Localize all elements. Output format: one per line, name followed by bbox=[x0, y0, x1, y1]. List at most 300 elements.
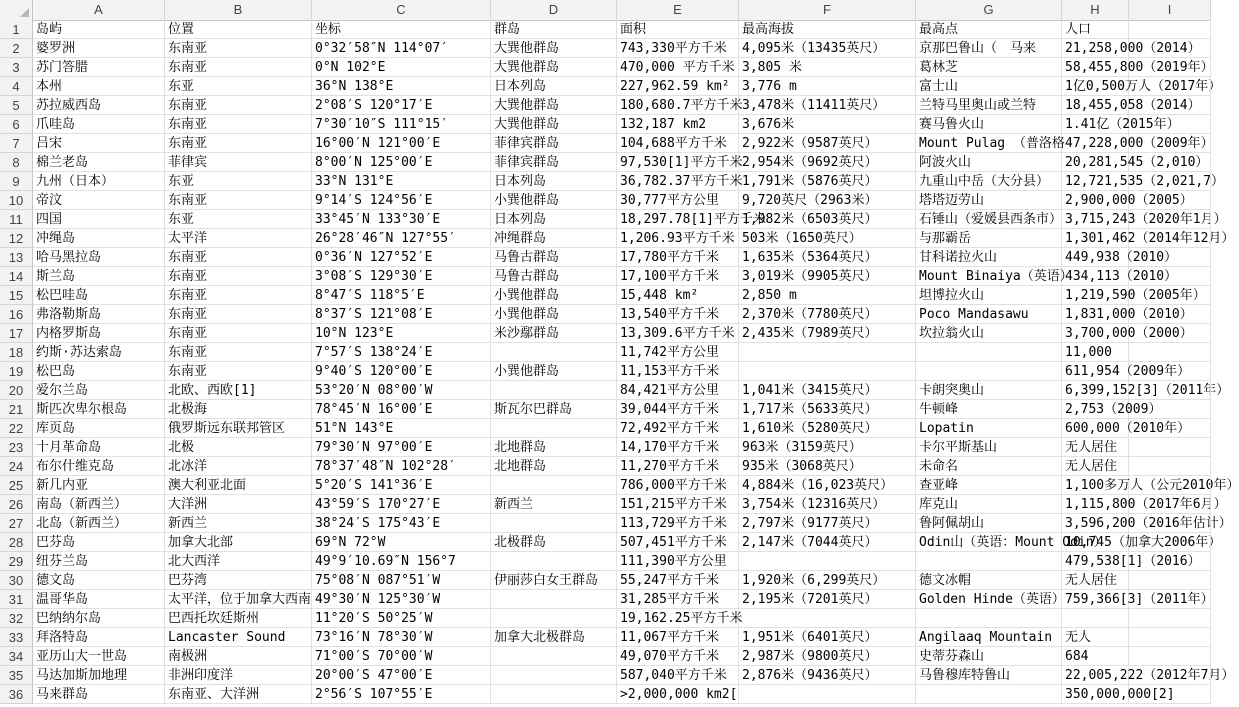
cell-b9[interactable]: 东亚 bbox=[165, 172, 312, 191]
column-header-h[interactable]: H bbox=[1062, 0, 1129, 20]
cell-f12[interactable]: 503米（1650英尺） bbox=[739, 229, 916, 248]
row-header[interactable]: 13 bbox=[0, 248, 33, 267]
cell-a12[interactable]: 冲绳岛 bbox=[33, 229, 165, 248]
cell-h27[interactable]: 3,596,200（2016年估计） bbox=[1062, 514, 1129, 533]
cell-a14[interactable]: 斯兰岛 bbox=[33, 267, 165, 286]
cell-f25[interactable]: 4,884米（16,023英尺） bbox=[739, 476, 916, 495]
cell-i18[interactable] bbox=[1129, 343, 1211, 362]
cell-g23[interactable]: 卡尔平斯基山 bbox=[916, 438, 1062, 457]
cell-d17[interactable]: 米沙鄢群岛 bbox=[491, 324, 617, 343]
cell-g30[interactable]: 德文冰帽 bbox=[916, 571, 1062, 590]
cell-f17[interactable]: 2,435米（7989英尺） bbox=[739, 324, 916, 343]
cell-e29[interactable]: 111,390平方公里 bbox=[617, 552, 739, 571]
cell-i23[interactable] bbox=[1129, 438, 1211, 457]
cell-a7[interactable]: 吕宋 bbox=[33, 134, 165, 153]
cell-c5[interactable]: 2°08′S 120°17′E bbox=[312, 96, 491, 115]
cell-f8[interactable]: 2,954米（9692英尺） bbox=[739, 153, 916, 172]
cell-f5[interactable]: 3,478米（11411英尺） bbox=[739, 96, 916, 115]
cell-e14[interactable]: 17,100平方千米 bbox=[617, 267, 739, 286]
row-header[interactable]: 27 bbox=[0, 514, 33, 533]
cell-c23[interactable]: 79°30′N 97°00′E bbox=[312, 438, 491, 457]
cell-a17[interactable]: 内格罗斯岛 bbox=[33, 324, 165, 343]
cell-h19[interactable]: 611,954（2009年） bbox=[1062, 362, 1129, 381]
row-header[interactable]: 6 bbox=[0, 115, 33, 134]
cell-c35[interactable]: 20°00′S 47°00′E bbox=[312, 666, 491, 685]
cell-b33[interactable]: Lancaster Sound bbox=[165, 628, 312, 647]
cell-b15[interactable]: 东南亚 bbox=[165, 286, 312, 305]
cell-c28[interactable]: 69°N 72°W bbox=[312, 533, 491, 552]
cell-d25[interactable] bbox=[491, 476, 617, 495]
cell-h24[interactable]: 无人居住 bbox=[1062, 457, 1129, 476]
cell-c3[interactable]: 0°N 102°E bbox=[312, 58, 491, 77]
row-header[interactable]: 34 bbox=[0, 647, 33, 666]
row-header[interactable]: 2 bbox=[0, 39, 33, 58]
cell-b27[interactable]: 新西兰 bbox=[165, 514, 312, 533]
cell-f14[interactable]: 3,019米（9905英尺） bbox=[739, 267, 916, 286]
row-header[interactable]: 19 bbox=[0, 362, 33, 381]
cell-d23[interactable]: 北地群岛 bbox=[491, 438, 617, 457]
cell-c6[interactable]: 7°30′10″S 111°15′ bbox=[312, 115, 491, 134]
cell-g8[interactable]: 阿波火山 bbox=[916, 153, 1062, 172]
cell-f36[interactable] bbox=[739, 685, 916, 704]
cell-a31[interactable]: 温哥华岛 bbox=[33, 590, 165, 609]
cell-a19[interactable]: 松巴岛 bbox=[33, 362, 165, 381]
cell-a30[interactable]: 德文岛 bbox=[33, 571, 165, 590]
cell-i1[interactable] bbox=[1129, 20, 1211, 39]
cell-h4[interactable]: 1亿0,500万人（2017年） bbox=[1062, 77, 1129, 96]
cell-d11[interactable]: 日本列岛 bbox=[491, 210, 617, 229]
cell-a22[interactable]: 库页岛 bbox=[33, 419, 165, 438]
cell-d30[interactable]: 伊丽莎白女王群岛 bbox=[491, 571, 617, 590]
cell-a15[interactable]: 松巴哇岛 bbox=[33, 286, 165, 305]
cell-b19[interactable]: 东南亚 bbox=[165, 362, 312, 381]
cell-a25[interactable]: 新几内亚 bbox=[33, 476, 165, 495]
cell-a20[interactable]: 爱尔兰岛 bbox=[33, 381, 165, 400]
row-header[interactable]: 21 bbox=[0, 400, 33, 419]
row-header[interactable]: 24 bbox=[0, 457, 33, 476]
cell-b3[interactable]: 东南亚 bbox=[165, 58, 312, 77]
cell-f6[interactable]: 3,676米 bbox=[739, 115, 916, 134]
cell-f1[interactable]: 最高海拔 bbox=[739, 20, 916, 39]
cell-i28[interactable] bbox=[1129, 533, 1211, 552]
cell-g15[interactable]: 坦博拉火山 bbox=[916, 286, 1062, 305]
cell-d3[interactable]: 大巽他群岛 bbox=[491, 58, 617, 77]
cell-e3[interactable]: 470,000 平方千米 bbox=[617, 58, 739, 77]
row-header[interactable]: 30 bbox=[0, 571, 33, 590]
cell-c34[interactable]: 71°00′S 70°00′W bbox=[312, 647, 491, 666]
cell-h16[interactable]: 1,831,000（2010） bbox=[1062, 305, 1129, 324]
column-header-c[interactable]: C bbox=[312, 0, 491, 20]
cell-h26[interactable]: 1,115,800（2017年6月） bbox=[1062, 495, 1129, 514]
cell-b30[interactable]: 巴芬湾 bbox=[165, 571, 312, 590]
cell-h34[interactable]: 684 bbox=[1062, 647, 1129, 666]
cell-g4[interactable]: 富士山 bbox=[916, 77, 1062, 96]
cell-b7[interactable]: 东南亚 bbox=[165, 134, 312, 153]
cell-e24[interactable]: 11,270平方千米 bbox=[617, 457, 739, 476]
column-header-f[interactable]: F bbox=[739, 0, 916, 20]
cell-f10[interactable]: 9,720英尺（2963米） bbox=[739, 191, 916, 210]
cell-h32[interactable] bbox=[1062, 609, 1129, 628]
cell-i13[interactable] bbox=[1129, 248, 1211, 267]
row-header[interactable]: 17 bbox=[0, 324, 33, 343]
cell-c22[interactable]: 51°N 143°E bbox=[312, 419, 491, 438]
cell-b2[interactable]: 东南亚 bbox=[165, 39, 312, 58]
cell-g1[interactable]: 最高点 bbox=[916, 20, 1062, 39]
cell-i15[interactable] bbox=[1129, 286, 1211, 305]
cell-b5[interactable]: 东南亚 bbox=[165, 96, 312, 115]
cell-f9[interactable]: 1,791米（5876英尺） bbox=[739, 172, 916, 191]
cell-a10[interactable]: 帝汶 bbox=[33, 191, 165, 210]
cell-a35[interactable]: 马达加斯加地理 bbox=[33, 666, 165, 685]
cell-f29[interactable] bbox=[739, 552, 916, 571]
cell-b17[interactable]: 东南亚 bbox=[165, 324, 312, 343]
cell-c32[interactable]: 11°20′S 50°25′W bbox=[312, 609, 491, 628]
cell-h13[interactable]: 449,938（2010） bbox=[1062, 248, 1129, 267]
row-header[interactable]: 9 bbox=[0, 172, 33, 191]
row-header[interactable]: 18 bbox=[0, 343, 33, 362]
cell-e33[interactable]: 11,067平方千米 bbox=[617, 628, 739, 647]
cell-e26[interactable]: 151,215平方千米 bbox=[617, 495, 739, 514]
row-header[interactable]: 15 bbox=[0, 286, 33, 305]
cell-d33[interactable]: 加拿大北极群岛 bbox=[491, 628, 617, 647]
cell-g35[interactable]: 马鲁穆库特鲁山 bbox=[916, 666, 1062, 685]
cell-i34[interactable] bbox=[1129, 647, 1211, 666]
cell-d2[interactable]: 大巽他群岛 bbox=[491, 39, 617, 58]
cell-g13[interactable]: 甘科诺拉火山 bbox=[916, 248, 1062, 267]
cell-d34[interactable] bbox=[491, 647, 617, 666]
cell-i21[interactable] bbox=[1129, 400, 1211, 419]
cell-f19[interactable] bbox=[739, 362, 916, 381]
cell-g12[interactable]: 与那霸岳 bbox=[916, 229, 1062, 248]
cell-b31[interactable]: 太平洋，位于加拿大西南 bbox=[165, 590, 312, 609]
cell-c21[interactable]: 78°45′N 16°00′E bbox=[312, 400, 491, 419]
cell-b20[interactable]: 北欧、西欧[1] bbox=[165, 381, 312, 400]
cell-d14[interactable]: 马鲁古群岛 bbox=[491, 267, 617, 286]
cell-c27[interactable]: 38°24′S 175°43′E bbox=[312, 514, 491, 533]
cell-b12[interactable]: 太平洋 bbox=[165, 229, 312, 248]
cell-g17[interactable]: 坎拉翁火山 bbox=[916, 324, 1062, 343]
row-header[interactable]: 12 bbox=[0, 229, 33, 248]
cell-i8[interactable] bbox=[1129, 153, 1211, 172]
cell-i30[interactable] bbox=[1129, 571, 1211, 590]
cell-f13[interactable]: 1,635米（5364英尺） bbox=[739, 248, 916, 267]
cell-a28[interactable]: 巴芬岛 bbox=[33, 533, 165, 552]
cell-e6[interactable]: 132,187 km2 bbox=[617, 115, 739, 134]
cell-a2[interactable]: 婆罗洲 bbox=[33, 39, 165, 58]
cell-b4[interactable]: 东亚 bbox=[165, 77, 312, 96]
cell-b8[interactable]: 菲律宾 bbox=[165, 153, 312, 172]
cell-c26[interactable]: 43°59′S 170°27′E bbox=[312, 495, 491, 514]
cell-h36[interactable]: 350,000,000[2] bbox=[1062, 685, 1129, 704]
cell-f16[interactable]: 2,370米（7780英尺） bbox=[739, 305, 916, 324]
cell-i35[interactable] bbox=[1129, 666, 1211, 685]
cell-i22[interactable] bbox=[1129, 419, 1211, 438]
cell-a9[interactable]: 九州（日本） bbox=[33, 172, 165, 191]
row-header[interactable]: 11 bbox=[0, 210, 33, 229]
row-header[interactable]: 23 bbox=[0, 438, 33, 457]
cell-i3[interactable] bbox=[1129, 58, 1211, 77]
cell-c18[interactable]: 7°57′S 138°24′E bbox=[312, 343, 491, 362]
row-header[interactable]: 1 bbox=[0, 20, 33, 39]
cell-g6[interactable]: 赛马鲁火山 bbox=[916, 115, 1062, 134]
cell-h6[interactable]: 1.41亿（2015年） bbox=[1062, 115, 1129, 134]
cell-b13[interactable]: 东南亚 bbox=[165, 248, 312, 267]
cell-f18[interactable] bbox=[739, 343, 916, 362]
cell-h11[interactable]: 3,715,243（2020年1月） bbox=[1062, 210, 1129, 229]
cell-f7[interactable]: 2,922米（9587英尺） bbox=[739, 134, 916, 153]
cell-b29[interactable]: 北大西洋 bbox=[165, 552, 312, 571]
cell-d27[interactable] bbox=[491, 514, 617, 533]
row-header[interactable]: 7 bbox=[0, 134, 33, 153]
cell-d19[interactable]: 小巽他群岛 bbox=[491, 362, 617, 381]
cell-g24[interactable]: 未命名 bbox=[916, 457, 1062, 476]
cell-g20[interactable]: 卡朗突奥山 bbox=[916, 381, 1062, 400]
cell-a26[interactable]: 南岛（新西兰） bbox=[33, 495, 165, 514]
cell-a6[interactable]: 爪哇岛 bbox=[33, 115, 165, 134]
row-header[interactable]: 36 bbox=[0, 685, 33, 704]
cell-h14[interactable]: 434,113（2010） bbox=[1062, 267, 1129, 286]
cell-g5[interactable]: 兰特马里奥山或兰特 bbox=[916, 96, 1062, 115]
cell-f22[interactable]: 1,610米（5280英尺） bbox=[739, 419, 916, 438]
cell-h35[interactable]: 22,005,222（2012年7月） bbox=[1062, 666, 1129, 685]
cell-c24[interactable]: 78°37′48″N 102°28′ bbox=[312, 457, 491, 476]
cell-i2[interactable] bbox=[1129, 39, 1211, 58]
row-header[interactable]: 26 bbox=[0, 495, 33, 514]
cell-g2[interactable]: 京那巴鲁山（ 马来 bbox=[916, 39, 1062, 58]
row-header[interactable]: 25 bbox=[0, 476, 33, 495]
cell-e21[interactable]: 39,044平方千米 bbox=[617, 400, 739, 419]
cell-g3[interactable]: 葛林芝 bbox=[916, 58, 1062, 77]
cell-c4[interactable]: 36°N 138°E bbox=[312, 77, 491, 96]
cell-e27[interactable]: 113,729平方千米 bbox=[617, 514, 739, 533]
column-header-g[interactable]: G bbox=[916, 0, 1062, 20]
cell-a5[interactable]: 苏拉威西岛 bbox=[33, 96, 165, 115]
cell-h20[interactable]: 6,399,152[3]（2011年） bbox=[1062, 381, 1129, 400]
row-header[interactable]: 10 bbox=[0, 191, 33, 210]
cell-h21[interactable]: 2,753（2009） bbox=[1062, 400, 1129, 419]
cell-b23[interactable]: 北极 bbox=[165, 438, 312, 457]
cell-i19[interactable] bbox=[1129, 362, 1211, 381]
cell-g14[interactable]: Mount Binaiya（英语） bbox=[916, 267, 1062, 286]
cell-d31[interactable] bbox=[491, 590, 617, 609]
cell-i20[interactable] bbox=[1129, 381, 1211, 400]
cell-a36[interactable]: 马来群岛 bbox=[33, 685, 165, 704]
cell-g31[interactable]: Golden Hinde（英语） bbox=[916, 590, 1062, 609]
cell-f11[interactable]: 1,982米（6503英尺） bbox=[739, 210, 916, 229]
column-header-i[interactable]: I bbox=[1129, 0, 1211, 20]
cell-h10[interactable]: 2,900,000（2005） bbox=[1062, 191, 1129, 210]
cell-c11[interactable]: 33°45′N 133°30′E bbox=[312, 210, 491, 229]
cell-a34[interactable]: 亚历山大一世岛 bbox=[33, 647, 165, 666]
cell-b22[interactable]: 俄罗斯远东联邦管区 bbox=[165, 419, 312, 438]
cell-c36[interactable]: 2°56′S 107°55′E bbox=[312, 685, 491, 704]
cell-g7[interactable]: Mount Pulag （普洛格 bbox=[916, 134, 1062, 153]
cell-e9[interactable]: 36,782.37平方千米 bbox=[617, 172, 739, 191]
select-all-corner[interactable] bbox=[0, 0, 33, 20]
cell-g22[interactable]: Lopatin bbox=[916, 419, 1062, 438]
cell-i25[interactable] bbox=[1129, 476, 1211, 495]
row-header[interactable]: 32 bbox=[0, 609, 33, 628]
cell-b14[interactable]: 东南亚 bbox=[165, 267, 312, 286]
cell-f27[interactable]: 2,797米（9177英尺） bbox=[739, 514, 916, 533]
cell-e22[interactable]: 72,492平方千米 bbox=[617, 419, 739, 438]
cell-e8[interactable]: 97,530[1]平方千米 bbox=[617, 153, 739, 172]
cell-h18[interactable]: 11,000 bbox=[1062, 343, 1129, 362]
column-header-e[interactable]: E bbox=[617, 0, 739, 20]
cell-h22[interactable]: 600,000（2010年） bbox=[1062, 419, 1129, 438]
cell-b18[interactable]: 东南亚 bbox=[165, 343, 312, 362]
row-header[interactable]: 5 bbox=[0, 96, 33, 115]
cell-c19[interactable]: 9°40′S 120°00′E bbox=[312, 362, 491, 381]
cell-g26[interactable]: 库克山 bbox=[916, 495, 1062, 514]
cell-g18[interactable] bbox=[916, 343, 1062, 362]
cell-g28[interactable]: Odin山（英语：Mount Odin） bbox=[916, 533, 1062, 552]
cell-c16[interactable]: 8°37′S 121°08′E bbox=[312, 305, 491, 324]
cell-g9[interactable]: 九重山中岳（大分县） bbox=[916, 172, 1062, 191]
row-header[interactable]: 14 bbox=[0, 267, 33, 286]
cell-i16[interactable] bbox=[1129, 305, 1211, 324]
cell-h31[interactable]: 759,366[3]（2011年） bbox=[1062, 590, 1129, 609]
cell-f4[interactable]: 3,776 m bbox=[739, 77, 916, 96]
cell-f30[interactable]: 1,920米（6,299英尺） bbox=[739, 571, 916, 590]
cell-b1[interactable]: 位置 bbox=[165, 20, 312, 39]
cell-h9[interactable]: 12,721,535（2,021,7） bbox=[1062, 172, 1129, 191]
cell-g16[interactable]: Poco Mandasawu bbox=[916, 305, 1062, 324]
cell-d12[interactable]: 冲绳群岛 bbox=[491, 229, 617, 248]
cell-f34[interactable]: 2,987米（9800英尺） bbox=[739, 647, 916, 666]
row-header[interactable]: 31 bbox=[0, 590, 33, 609]
cell-i27[interactable] bbox=[1129, 514, 1211, 533]
cell-a33[interactable]: 拜洛特岛 bbox=[33, 628, 165, 647]
cell-e19[interactable]: 11,153平方千米 bbox=[617, 362, 739, 381]
column-header-d[interactable]: D bbox=[491, 0, 617, 20]
cell-c12[interactable]: 26°28′46″N 127°55′ bbox=[312, 229, 491, 248]
cell-b6[interactable]: 东南亚 bbox=[165, 115, 312, 134]
cell-d21[interactable]: 斯瓦尔巴群岛 bbox=[491, 400, 617, 419]
cell-c25[interactable]: 5°20′S 141°36′E bbox=[312, 476, 491, 495]
cell-b35[interactable]: 非洲印度洋 bbox=[165, 666, 312, 685]
cell-c14[interactable]: 3°08′S 129°30′E bbox=[312, 267, 491, 286]
row-header[interactable]: 20 bbox=[0, 381, 33, 400]
cell-a16[interactable]: 弗洛勒斯岛 bbox=[33, 305, 165, 324]
cell-a11[interactable]: 四国 bbox=[33, 210, 165, 229]
cell-h7[interactable]: 47,228,000（2009年） bbox=[1062, 134, 1129, 153]
cell-h33[interactable]: 无人 bbox=[1062, 628, 1129, 647]
cell-b28[interactable]: 加拿大北部 bbox=[165, 533, 312, 552]
cell-b36[interactable]: 东南亚、大洋洲 bbox=[165, 685, 312, 704]
cell-b26[interactable]: 大洋洲 bbox=[165, 495, 312, 514]
cell-i4[interactable] bbox=[1129, 77, 1211, 96]
cell-c1[interactable]: 坐标 bbox=[312, 20, 491, 39]
cell-d8[interactable]: 菲律宾群岛 bbox=[491, 153, 617, 172]
cell-e11[interactable]: 18,297.78[1]平方千米 bbox=[617, 210, 739, 229]
cell-h8[interactable]: 20,281,545（2,010） bbox=[1062, 153, 1129, 172]
cell-i12[interactable] bbox=[1129, 229, 1211, 248]
cell-h1[interactable]: 人口 bbox=[1062, 20, 1129, 39]
cell-f24[interactable]: 935米（3068英尺） bbox=[739, 457, 916, 476]
cell-c9[interactable]: 33°N 131°E bbox=[312, 172, 491, 191]
cell-e1[interactable]: 面积 bbox=[617, 20, 739, 39]
cell-d4[interactable]: 日本列岛 bbox=[491, 77, 617, 96]
cell-h25[interactable]: 1,100多万人（公元2010年） bbox=[1062, 476, 1129, 495]
cell-i5[interactable] bbox=[1129, 96, 1211, 115]
cell-e13[interactable]: 17,780平方千米 bbox=[617, 248, 739, 267]
cell-e28[interactable]: 507,451平方千米 bbox=[617, 533, 739, 552]
cell-d22[interactable] bbox=[491, 419, 617, 438]
cell-g25[interactable]: 查亚峰 bbox=[916, 476, 1062, 495]
cell-f32[interactable] bbox=[739, 609, 916, 628]
cell-e35[interactable]: 587,040平方千米 bbox=[617, 666, 739, 685]
cell-e30[interactable]: 55,247平方千米 bbox=[617, 571, 739, 590]
cell-d35[interactable] bbox=[491, 666, 617, 685]
cell-h15[interactable]: 1,219,590（2005年） bbox=[1062, 286, 1129, 305]
cell-f33[interactable]: 1,951米（6401英尺） bbox=[739, 628, 916, 647]
cell-d10[interactable]: 小巽他群岛 bbox=[491, 191, 617, 210]
cell-f2[interactable]: 4,095米（13435英尺） bbox=[739, 39, 916, 58]
cell-c29[interactable]: 49°9′10.69″N 156°7 bbox=[312, 552, 491, 571]
cell-i31[interactable] bbox=[1129, 590, 1211, 609]
cell-d9[interactable]: 日本列岛 bbox=[491, 172, 617, 191]
cell-d1[interactable]: 群岛 bbox=[491, 20, 617, 39]
cell-e18[interactable]: 11,742平方公里 bbox=[617, 343, 739, 362]
cell-c33[interactable]: 73°16′N 78°30′W bbox=[312, 628, 491, 647]
column-header-b[interactable]: B bbox=[165, 0, 312, 20]
cell-f28[interactable]: 2,147米（7044英尺） bbox=[739, 533, 916, 552]
cell-h2[interactable]: 21,258,000（2014） bbox=[1062, 39, 1129, 58]
cell-g27[interactable]: 鲁阿佩胡山 bbox=[916, 514, 1062, 533]
cell-c30[interactable]: 75°08′N 087°51′W bbox=[312, 571, 491, 590]
cell-c20[interactable]: 53°20′N 08°00′W bbox=[312, 381, 491, 400]
row-header[interactable]: 4 bbox=[0, 77, 33, 96]
cell-c2[interactable]: 0°32′58″N 114°07′ bbox=[312, 39, 491, 58]
cell-d5[interactable]: 大巽他群岛 bbox=[491, 96, 617, 115]
cell-f21[interactable]: 1,717米（5633英尺） bbox=[739, 400, 916, 419]
cell-e32[interactable]: 19,162.25平方千米 bbox=[617, 609, 739, 628]
cell-d18[interactable] bbox=[491, 343, 617, 362]
cell-b11[interactable]: 东亚 bbox=[165, 210, 312, 229]
cell-c17[interactable]: 10°N 123°E bbox=[312, 324, 491, 343]
cell-f26[interactable]: 3,754米（12316英尺） bbox=[739, 495, 916, 514]
cell-g10[interactable]: 塔塔迈劳山 bbox=[916, 191, 1062, 210]
cell-f20[interactable]: 1,041米（3415英尺） bbox=[739, 381, 916, 400]
cell-e25[interactable]: 786,000平方千米 bbox=[617, 476, 739, 495]
cell-a24[interactable]: 布尔什维克岛 bbox=[33, 457, 165, 476]
cell-d6[interactable]: 大巽他群岛 bbox=[491, 115, 617, 134]
cell-e17[interactable]: 13,309.6平方千米 bbox=[617, 324, 739, 343]
row-header[interactable]: 22 bbox=[0, 419, 33, 438]
cell-i24[interactable] bbox=[1129, 457, 1211, 476]
cell-h30[interactable]: 无人居住 bbox=[1062, 571, 1129, 590]
cell-g33[interactable]: Angilaaq Mountain bbox=[916, 628, 1062, 647]
cell-e23[interactable]: 14,170平方千米 bbox=[617, 438, 739, 457]
cell-c10[interactable]: 9°14′S 124°56′E bbox=[312, 191, 491, 210]
cell-c8[interactable]: 8°00′N 125°00′E bbox=[312, 153, 491, 172]
cell-f35[interactable]: 2,876米（9436英尺） bbox=[739, 666, 916, 685]
cell-a18[interactable]: 约斯·苏达索岛 bbox=[33, 343, 165, 362]
cell-d29[interactable] bbox=[491, 552, 617, 571]
row-header[interactable]: 28 bbox=[0, 533, 33, 552]
cell-d16[interactable]: 小巽他群岛 bbox=[491, 305, 617, 324]
cell-i6[interactable] bbox=[1129, 115, 1211, 134]
cell-c13[interactable]: 0°36′N 127°52′E bbox=[312, 248, 491, 267]
cell-i11[interactable] bbox=[1129, 210, 1211, 229]
cell-h17[interactable]: 3,700,000（2000） bbox=[1062, 324, 1129, 343]
cell-a8[interactable]: 棉兰老岛 bbox=[33, 153, 165, 172]
cell-i29[interactable] bbox=[1129, 552, 1211, 571]
row-header[interactable]: 33 bbox=[0, 628, 33, 647]
cell-f3[interactable]: 3,805 米 bbox=[739, 58, 916, 77]
cell-b32[interactable]: 巴西托坎廷斯州 bbox=[165, 609, 312, 628]
